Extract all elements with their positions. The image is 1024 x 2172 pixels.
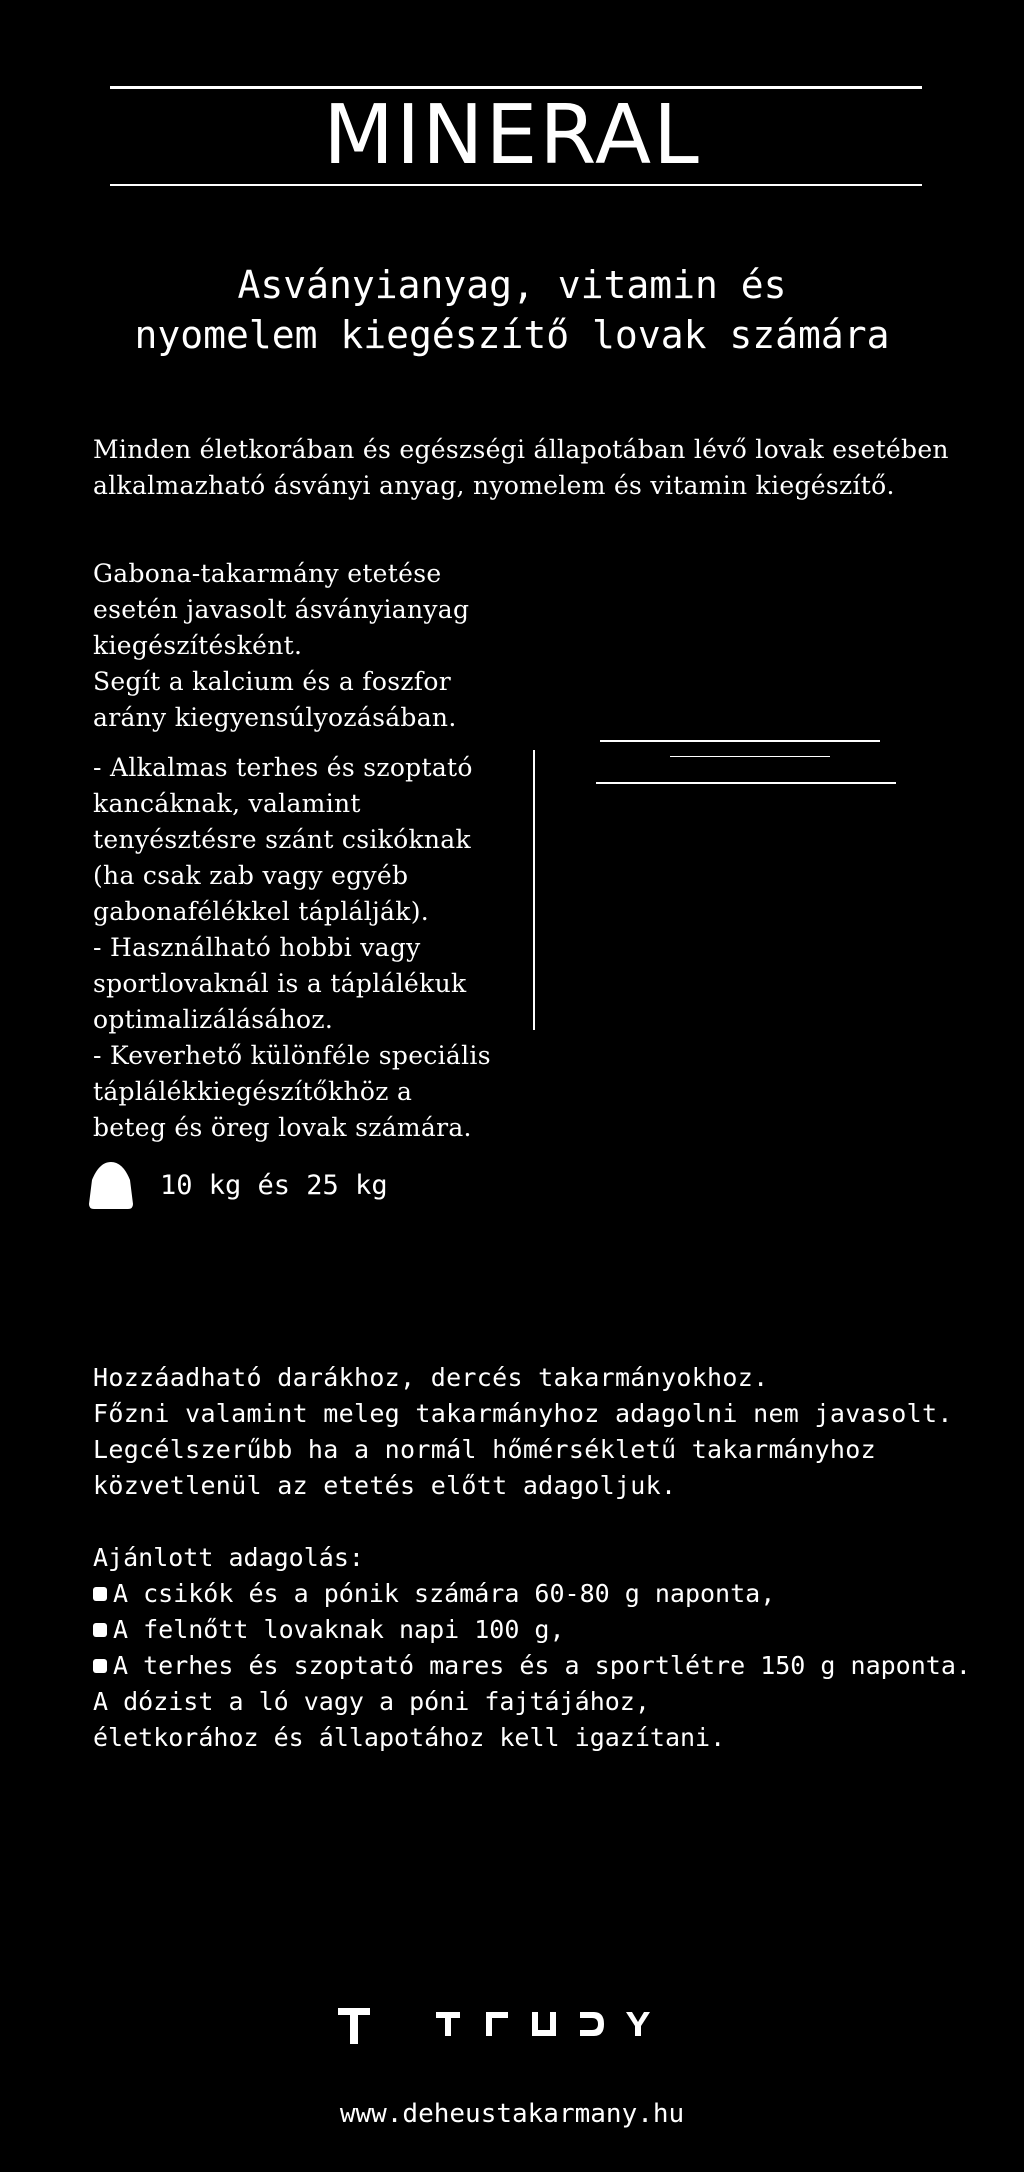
dosing-section xyxy=(93,1540,971,1756)
bullet-icon xyxy=(93,1623,107,1637)
subtitle-line-2: nyomelem kiegészítő lovak számára xyxy=(134,313,890,357)
benefit-calcium: Segít a kalcium és a foszfor arány kiegyensúlyozásában. xyxy=(93,667,457,732)
dosing-item-text: A terhes és szoptató mares és a sportlétre 150 g naponta. xyxy=(113,1651,971,1680)
trudy-logo xyxy=(336,2000,686,2050)
decorative-line-3 xyxy=(596,782,896,784)
usage-text: Hozzáadható darákhoz, dercés takarmányokhoz. Főzni valamint meleg takarmányhoz adagolni nem javasolt. Legcélszerűbb ha a normál hőmérsékletű takarmányhoz közvetlenül az etetés előtt adagoljuk. xyxy=(93,1363,953,1500)
decorative-vertical-line xyxy=(533,750,535,1030)
intro-text: Minden életkorában és egészségi állapotában lévő lovak esetében alkalmazható ásványi anyag, nyomelem és vitamin kiegészítő. xyxy=(93,435,949,500)
title-rule-bottom xyxy=(110,184,922,186)
decorative-line-1 xyxy=(600,740,880,742)
dosing-item-text: A csikók és a pónik számára 60-80 g naponta, xyxy=(113,1579,776,1608)
page-title: MINERAL xyxy=(323,88,701,183)
page-subtitle xyxy=(0,260,1024,360)
dosing-note-line-1: A dózist a ló vagy a póni fajtájához, xyxy=(93,1687,650,1716)
dosing-heading: Ajánlott adagolás: xyxy=(93,1543,364,1572)
dosing-note-line-2: életkorához és állapotához kell igazítani. xyxy=(93,1723,726,1752)
decorative-line-2 xyxy=(670,756,830,757)
benefit-list: - Alkalmas terhes és szoptató kancáknak, valamint tenyésztésre szánt csikóknak (ha csak zab vagy egyéb gabonafélékkel táplálják). - Használható hobbi vagy sportlovaknál is a táplálékuk optimalizálásához. - Keverhető különféle speciális táplálékkiegészítőkhöz a beteg és öreg lovak számára. xyxy=(93,753,491,1142)
weight-icon xyxy=(88,1160,134,1210)
benefit-grain: Gabona-takarmány etetése esetén javasolt ásványianyag kiegészítésként. xyxy=(93,559,470,660)
packaging-sizes: 10 kg és 25 kg xyxy=(160,1170,388,1201)
dosing-item xyxy=(93,1612,971,1648)
dosing-item-text: A felnőtt lovaknak napi 100 g, xyxy=(113,1615,565,1644)
bullet-icon xyxy=(93,1587,107,1601)
dosing-item xyxy=(93,1576,971,1612)
subtitle-line-1: Asványianyag, vitamin és xyxy=(237,263,787,307)
website-link[interactable]: www.deheustakarmany.hu xyxy=(339,2099,685,2129)
bullet-icon xyxy=(93,1659,107,1673)
dosing-item xyxy=(93,1648,971,1684)
